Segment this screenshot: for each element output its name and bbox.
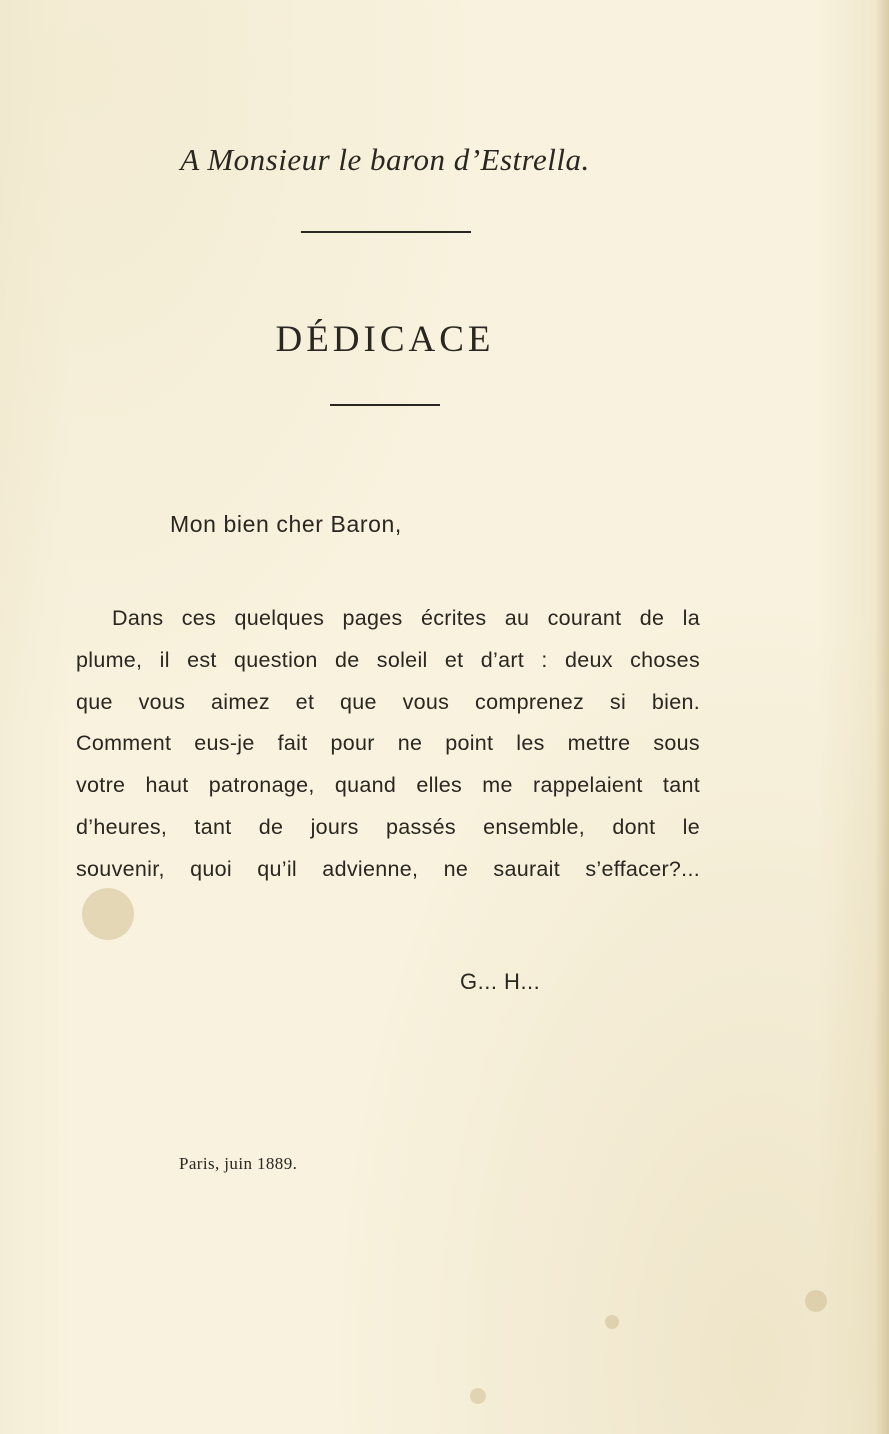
salutation: Mon bien cher Baron, [170, 511, 402, 537]
paragraph-line: votre haut patronage, quand elles me rappelaient tant [76, 773, 700, 798]
dedicatee-line: A Monsieur le baron d’Estrella. [180, 142, 590, 177]
paper-stain [605, 1315, 619, 1329]
place-and-date: Paris, juin 1889. [179, 1154, 298, 1173]
paragraph-line: plume, il est question de soleil et d’art : deux choses [76, 647, 700, 672]
paragraph-line: Dans ces quelques pages écrites au courant de la [112, 606, 700, 630]
page-edge-shadow [875, 0, 889, 1434]
dedication-paragraph [76, 598, 700, 891]
paragraph-line: que vous aimez et que vous comprenez si bien. [76, 689, 700, 714]
paper-stain [470, 1388, 486, 1404]
divider-rule-bottom [330, 404, 440, 406]
page-title: DÉDICACE [275, 319, 495, 360]
paragraph-line: souvenir, quoi qu’il advienne, ne saurait s’effacer?... [76, 856, 700, 881]
paragraph-line: Comment eus-je fait pour ne point les mettre sous [76, 731, 700, 756]
paper-stain [805, 1290, 827, 1312]
signature: G... H... [460, 969, 541, 994]
paper-stain [82, 888, 134, 940]
divider-rule-top [301, 231, 471, 233]
paragraph-line: d’heures, tant de jours passés ensemble, dont le [76, 814, 700, 839]
